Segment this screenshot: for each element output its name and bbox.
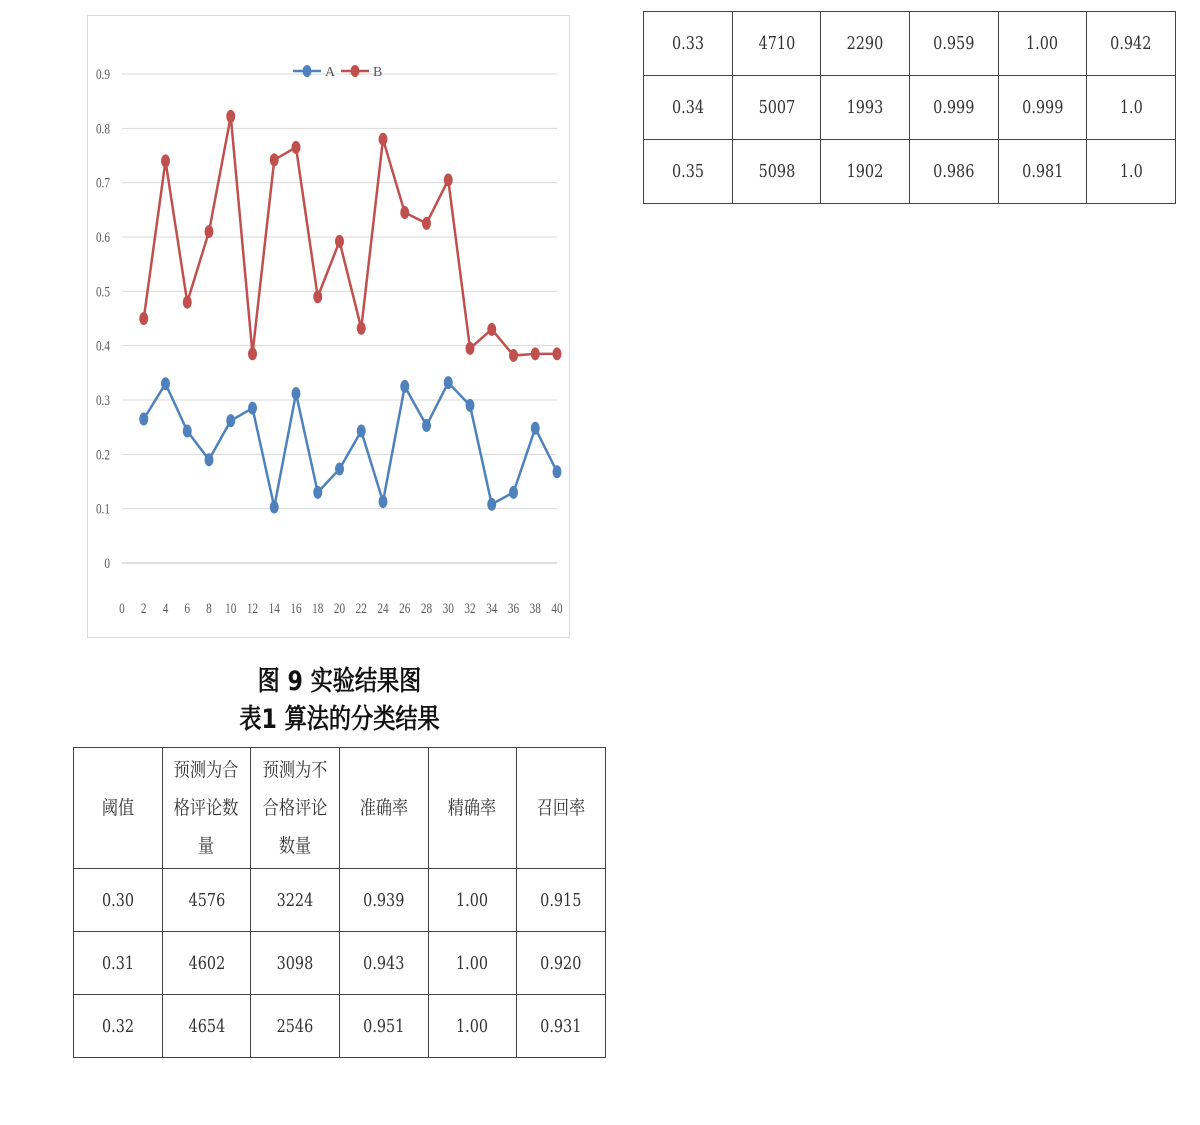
data-point-B — [313, 290, 322, 303]
x-tick-label: 2 — [140, 599, 147, 617]
table-cell: 0.33 — [644, 12, 733, 76]
x-tick-label: 40 — [551, 599, 563, 617]
x-tick-label: 0 — [119, 599, 125, 617]
y-tick-label: 0.2 — [95, 445, 110, 463]
data-point-A — [422, 419, 431, 432]
chart-container — [87, 15, 570, 638]
data-point-B — [357, 322, 366, 335]
results-table-right — [643, 11, 1176, 204]
table-cell: 0.920 — [517, 932, 606, 995]
data-point-A — [226, 414, 235, 427]
data-point-B — [379, 133, 388, 146]
table-cell: 0.30 — [74, 869, 163, 932]
table-cell: 0.931 — [517, 995, 606, 1058]
data-point-A — [139, 413, 148, 426]
y-tick-label: 0.3 — [95, 391, 110, 409]
table-cell: 4710 — [732, 12, 821, 76]
data-point-B — [248, 347, 257, 360]
table-cell: 0.986 — [909, 140, 998, 204]
data-point-A — [292, 387, 301, 400]
table-cell: 1.00 — [428, 932, 517, 995]
line-chart — [88, 16, 571, 639]
table-cell: 0.951 — [339, 995, 428, 1058]
table-cell: 3098 — [251, 932, 340, 995]
table-cell: 0.32 — [74, 995, 163, 1058]
y-tick-label: 0.7 — [95, 174, 110, 192]
table-cell: 1.0 — [1087, 140, 1176, 204]
legend-label-B: B — [373, 65, 383, 80]
x-tick-label: 30 — [442, 599, 454, 617]
x-tick-label: 32 — [464, 599, 476, 617]
x-tick-label: 16 — [290, 599, 302, 617]
data-point-A — [183, 424, 192, 437]
table-cell: 0.981 — [998, 140, 1087, 204]
header-recall: 召回率 — [517, 748, 606, 869]
header-qualified-count: 预测为合格评论数量 — [162, 748, 251, 869]
y-tick-label: 0.9 — [95, 65, 110, 83]
data-point-B — [509, 349, 518, 362]
data-point-B — [183, 296, 192, 309]
y-tick-label: 0.4 — [95, 337, 110, 355]
data-point-B — [270, 153, 279, 166]
header-precision: 精确率 — [428, 748, 517, 869]
data-point-A — [248, 402, 257, 415]
table-header-row — [74, 748, 606, 869]
header-unqualified-count: 预测为不合格评论数量 — [251, 748, 340, 869]
data-point-A — [466, 399, 475, 412]
y-tick-label: 0.6 — [95, 228, 110, 246]
table-cell: 5007 — [732, 76, 821, 140]
header-accuracy: 准确率 — [339, 748, 428, 869]
table-cell: 1.00 — [428, 995, 517, 1058]
table-cell: 3224 — [251, 869, 340, 932]
data-point-B — [292, 141, 301, 154]
legend-label-A: A — [325, 65, 336, 80]
data-point-B — [335, 235, 344, 248]
data-point-A — [487, 498, 496, 511]
table-row — [644, 12, 1176, 76]
data-point-A — [444, 376, 453, 389]
table-cell: 0.35 — [644, 140, 733, 204]
x-tick-label: 14 — [268, 599, 280, 617]
x-tick-label: 22 — [355, 599, 367, 617]
table-cell: 4602 — [162, 932, 251, 995]
series-line-A — [144, 383, 557, 507]
data-point-B — [553, 347, 562, 360]
y-tick-label: 0 — [104, 554, 110, 572]
table-caption: 表1 算法的分类结果 — [239, 704, 440, 735]
x-tick-label: 20 — [333, 599, 346, 617]
x-tick-label: 18 — [312, 599, 324, 617]
data-point-A — [313, 486, 322, 499]
x-tick-label: 10 — [225, 599, 237, 617]
data-point-B — [422, 217, 431, 230]
table-row — [644, 140, 1176, 204]
table-row — [74, 995, 606, 1058]
table-cell: 0.31 — [74, 932, 163, 995]
data-point-B — [205, 225, 214, 238]
table-cell: 2290 — [821, 12, 910, 76]
x-tick-label: 4 — [162, 599, 169, 617]
table-cell: 2546 — [251, 995, 340, 1058]
data-point-A — [357, 424, 366, 437]
table-cell: 1.0 — [1087, 76, 1176, 140]
table-cell: 4654 — [162, 995, 251, 1058]
table-cell: 0.999 — [909, 76, 998, 140]
y-tick-label: 0.1 — [95, 500, 110, 518]
x-tick-label: 26 — [399, 599, 411, 617]
table-cell: 1902 — [821, 140, 910, 204]
x-tick-label: 36 — [507, 599, 520, 617]
table-cell: 4576 — [162, 869, 251, 932]
legend-marker-B — [351, 65, 360, 77]
table-row — [74, 932, 606, 995]
figure-caption: 图 9 实验结果图 — [257, 666, 422, 697]
data-point-B — [531, 347, 540, 360]
data-point-B — [444, 173, 453, 186]
results-table-left — [73, 747, 606, 1058]
x-tick-label: 28 — [420, 599, 433, 617]
table-cell: 0.943 — [339, 932, 428, 995]
data-point-A — [161, 377, 170, 390]
table-row — [644, 76, 1176, 140]
y-tick-label: 0.8 — [95, 119, 110, 137]
data-point-B — [161, 154, 170, 167]
legend-marker-A — [303, 65, 312, 77]
data-point-A — [379, 495, 388, 508]
table-cell: 1993 — [821, 76, 910, 140]
x-tick-label: 8 — [206, 599, 212, 617]
table-cell: 0.939 — [339, 869, 428, 932]
data-point-A — [205, 453, 214, 466]
x-tick-label: 38 — [529, 599, 541, 617]
data-point-A — [335, 463, 344, 476]
data-point-B — [139, 312, 148, 325]
table-cell: 0.34 — [644, 76, 733, 140]
data-point-A — [553, 465, 562, 478]
x-tick-label: 34 — [486, 599, 498, 617]
table-cell: 0.915 — [517, 869, 606, 932]
data-point-B — [487, 323, 496, 336]
table-row — [74, 869, 606, 932]
x-tick-label: 6 — [184, 599, 191, 617]
x-tick-label: 12 — [246, 599, 259, 617]
table-cell: 0.942 — [1087, 12, 1176, 76]
table-cell: 1.00 — [428, 869, 517, 932]
x-tick-label: 24 — [377, 599, 389, 617]
table-cell: 0.999 — [998, 76, 1087, 140]
data-point-A — [270, 501, 279, 514]
data-point-B — [226, 110, 235, 123]
data-point-A — [400, 380, 409, 393]
data-point-B — [466, 342, 475, 355]
table-cell: 5098 — [732, 140, 821, 204]
data-point-A — [531, 422, 540, 435]
data-point-A — [509, 486, 518, 499]
y-tick-label: 0.5 — [95, 282, 110, 300]
table-cell: 1.00 — [998, 12, 1087, 76]
header-threshold: 阈值 — [74, 748, 163, 869]
data-point-B — [400, 206, 409, 219]
table-cell: 0.959 — [909, 12, 998, 76]
